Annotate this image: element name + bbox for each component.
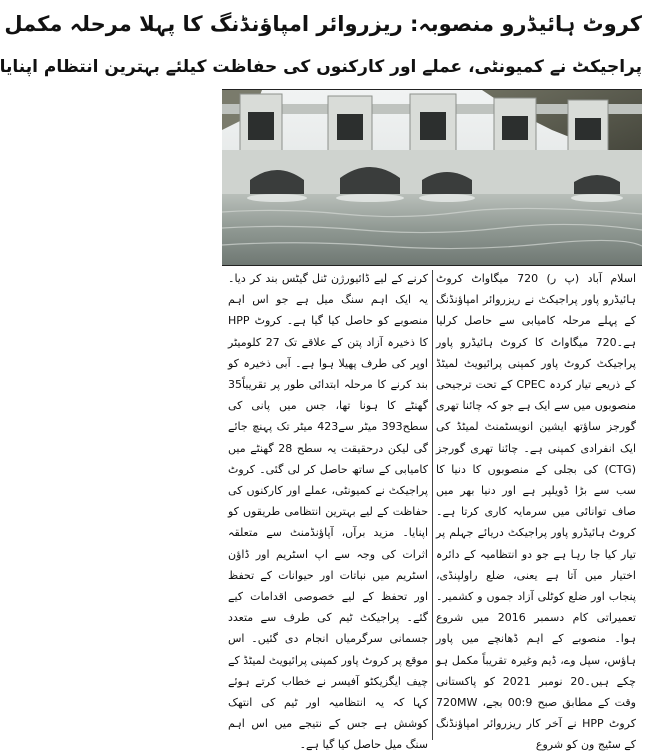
- article-paragraph-1: اسلام آباد (پ ر) 720 میگاواٹ کروٹ ہائیڈرو پاور پراجیکٹ نے ریزروائر امپاؤنڈنگ کے پہلے مرحلہ کامیابی سے حاصل کرلیا ہے۔720 میگاواٹ کا کروٹ ہائیڈرو پاور پراجیکٹ کروٹ پاور کمپنی پرائیویٹ لمیٹڈ کے ذریعے تیار کردہ CPEC کے تحت ترجیحی منصوبوں میں سے ایک ہے جو کہ چائنا تھری گورجز ساؤتھ ایشین انویسٹمنٹ لمیٹڈ کی ایک انفرادی کمپنی ہے۔ چائنا تھری گورجز (CTG) کی بجلی کے منصوبوں کا دنیا کا سب سے بڑا ڈویلپر ہے اور دنیا بھر میں صاف توانائی میں سرمایہ کاری کرتا ہے۔ کروٹ ہائیڈرو پاور پراجیکٹ دریائے جہلم پر تیار کیا جا رہا ہے جو دو انتظامیہ کے دائرہ اختیار میں آتا ہے یعنی، ضلع راولپنڈی، پنجاب اور ضلع کوٹلی آزاد جموں و کشمیر۔ تعمیراتی کام دسمبر 2016 میں شروع ہوا۔ منصوبے کے اہم ڈھانچے میں پاور ہاؤس، سپل وے، ڈیم وغیرہ تقریباً مکمل ہو چکے ہیں۔20 نومبر 2021 کو پاکستانی وقت کے مطابق صبح 00:9 بجے، 720MW کروٹ HPP نے آخر کار ریزروائر امپاؤنڈنگ کے سٹیج ون کو شروع: [436, 272, 637, 752]
- subheadline: پراجیکٹ نے کمیونٹی، عملے اور کارکنوں کی حفاظت کیلئے بہترین انتظام اپنایا: [0, 57, 642, 77]
- column-divider: [432, 270, 433, 740]
- article-paragraph-2: کرنے کے لیے ڈائیورژن ٹنل گیٹس بند کر دیا۔ یہ ایک اہم سنگ میل ہے جو اس اہم منصوبے کو حاصل کیا گیا ہے۔ کروٹ HPP کا ذخیرہ آزاد پتن کے علاقے تک 27 کلومیٹر اوپر کی طرف پھیلا ہوا ہے۔ آبی ذخیرہ کو بند کرنے کا مرحلہ ابتدائی طور پر تقریباً35 گھنٹے کا ہونا تھا، جس میں پانی کی سطح393 میٹر سے423 میٹر تک پہنچ جائے گی لیکن درحقیقت یہ سطح 28 گھنٹے میں کامیابی کے ساتھ حاصل کر لی گئی۔ کروٹ پراجیکٹ نے کمیونٹی، عملے اور کارکنوں کی حفاظت کے لیے بہترین انتظامی طریقوں کو اپنایا۔ مزید برآں، آپاؤنڈمنٹ سے متعلقہ اثرات کی وجہ سے اپ اسٹریم اور ڈاؤن اسٹریم میں نباتات اور حیوانات کے تحفظ اور تحفظ کے لیے خصوصی اقدامات کیے گئے۔ پراجیکٹ ٹیم کی طرف سے متعدد جسمانی سرگرمیاں انجام دی گئیں۔ اس موقع پر کروٹ پاور کمپنی پرائیویٹ لمیٹڈ کے چیف ایگزیکٹو آفیسر نے خطاب کرتے ہوئے کہا کہ یہ انتظامیہ اور ٹیم کی انتھک کوشش ہے جس کے نتیجے میں اس اہم سنگ میل حاصل کیا گیا ہے۔: [228, 272, 429, 752]
- article-column-left: [228, 268, 429, 752]
- article-column-right: [436, 268, 637, 752]
- headline: کروٹ ہائیڈرو منصوبہ: ریزروائر امپاؤنڈنگ کا پہلا مرحلہ مکمل: [4, 12, 642, 36]
- article-body: [222, 268, 642, 752]
- subheadline-strip: [0, 48, 642, 86]
- dam-spillway-image: [222, 90, 642, 265]
- dam-spillway-photo: [222, 89, 642, 266]
